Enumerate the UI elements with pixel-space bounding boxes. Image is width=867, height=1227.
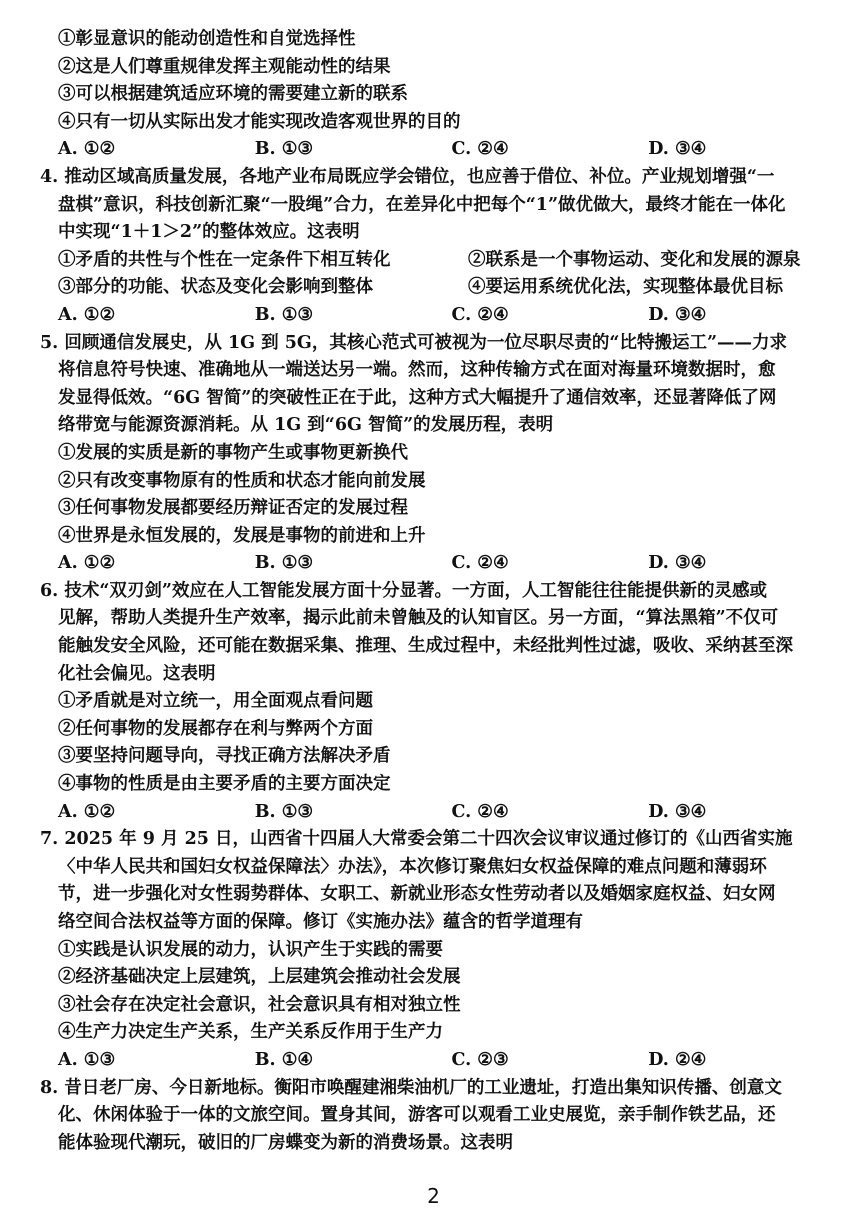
q7-choice-a: A. ①③ — [58, 1049, 116, 1070]
q8-stem-line: 8. 昔日老厂房、今日新地标。衡阳市唤醒建湘柴油机厂的工业遗址，打造出集知识传播、创意文 — [40, 1077, 782, 1098]
q3-choice-b: B. ①③ — [254, 139, 314, 160]
q6-stem-line: 6. 技术“双刃剑”效应在人工智能发展方面十分显著。一方面，人工智能往往能提供新的灵感或 — [40, 580, 767, 601]
q7-stem-line: 络空间合法权益等方面的保障。修订《实施办法》蕴含的哲学道理有 — [58, 912, 583, 932]
q3-choice-a: A. ①② — [58, 139, 116, 160]
q5-choice-c: C. ②④ — [451, 553, 509, 574]
q3-choice-d: D. ③④ — [648, 139, 707, 160]
q4-option-4: ④要运用系统优化法，实现整体最优目标 — [468, 277, 783, 298]
q5-option-3: ③任何事物发展都要经历辩证否定的发展过程 — [58, 498, 408, 519]
q6-choice-b: B. ①③ — [254, 801, 314, 822]
q4-option-2: ②联系是一个事物运动、变化和发展的源泉 — [468, 249, 801, 270]
question-7 — [40, 826, 845, 1074]
q5-choice-d: D. ③④ — [648, 553, 707, 574]
q6-option-4: ④事物的性质是由主要矛盾的主要方面决定 — [58, 774, 391, 795]
q5-option-4: ④世界是永恒发展的，发展是事物的前进和上升 — [58, 525, 426, 546]
q4-options-row-2 — [40, 274, 845, 302]
q7-option-3: ③社会存在决定社会意识，社会意识具有相对独立性 — [58, 994, 461, 1015]
q5-choice-b: B. ①③ — [254, 553, 314, 574]
q7-choices — [40, 1047, 845, 1075]
page-number: 2 — [427, 1184, 440, 1208]
q6-option-2: ②任何事物的发展都存在利与弊两个方面 — [58, 718, 373, 739]
q5-stem-line: 发显得低效。“6G 智简”的突破性正在于此，这种方式大幅提升了通信效率，还显著降低了网 — [58, 387, 777, 408]
q7-option-4: ④生产力决定生产关系，生产关系反作用于生产力 — [58, 1022, 443, 1043]
question-8 — [40, 1075, 845, 1158]
q4-options-row-1 — [40, 247, 845, 275]
q6-option-1: ①矛盾就是对立统一，用全面观点看问题 — [58, 691, 373, 712]
q3-choice-c: C. ②④ — [451, 139, 509, 160]
q4-option-3: ③部分的功能、状态及变化会影响到整体 — [58, 277, 373, 298]
q7-choice-c: C. ②③ — [451, 1049, 509, 1070]
q5-choice-a: A. ①② — [58, 553, 116, 574]
q3-option-1: ①彰显意识的能动创造性和自觉选择性 — [58, 29, 356, 49]
q8-stem-line: 化、休闲体验于一体的文旅空间。置身其间，游客可以观看工业史展览，亲手制作铁艺品，还 — [58, 1105, 776, 1126]
q6-stem-line: 能触发安全风险，还可能在数据采集、推理、生成过程中，未经批判性过滤，吸收、采纳甚至深 — [58, 636, 793, 657]
q4-stem-line: 中实现“1＋1＞2”的整体效应。这表明 — [58, 222, 360, 243]
q4-choices — [40, 302, 845, 330]
question-5 — [40, 330, 845, 578]
q5-stem-line: 5. 回顾通信发展史，从 1G 到 5G，其核心范式可被视为一位尽职尽责的“比特搬运工”——力求 — [40, 332, 788, 353]
q7-stem-line: 〈中华人民共和国妇女权益保障法〉办法》，本次修订聚焦妇女权益保障的难点问题和薄弱环 — [58, 856, 767, 877]
q4-choice-b: B. ①③ — [254, 304, 314, 325]
question-6 — [40, 578, 845, 826]
q5-stem-line: 将信息符号快速、准确地从一端送达另一端。然而，这种传输方式在面对海量环境数据时，愈 — [58, 360, 776, 381]
q5-stem-line: 络带宽与能源资源消耗。从 1G 到“6G 智简”的发展历程，表明 — [58, 415, 554, 436]
q7-stem-line: 7. 2025 年 9 月 25 日，山西省十四届人大常委会第二十四次会议审议通过修订的《山西省实施 — [40, 829, 793, 850]
q7-choice-d: D. ②④ — [648, 1049, 707, 1070]
q6-choices — [40, 799, 845, 827]
q3-option-4: ④只有一切从实际出发才能实现改造客观世界的目的 — [58, 111, 461, 132]
q4-choice-d: D. ③④ — [648, 304, 707, 325]
q7-option-1: ①实践是认识发展的动力，认识产生于实践的需要 — [58, 939, 443, 960]
q8-stem-line: 能体验现代潮玩，破旧的厂房蝶变为新的消费场景。这表明 — [58, 1132, 513, 1153]
question-4 — [40, 164, 845, 330]
q6-stem-line: 化社会偏见。这表明 — [58, 663, 216, 684]
q7-choice-b: B. ①④ — [254, 1049, 314, 1070]
q5-option-1: ①发展的实质是新的事物产生或事物更新换代 — [58, 442, 408, 463]
q6-stem-line: 见解，帮助人类提升生产效率，揭示此前未曾触及的认知盲区。另一方面，“算法黑箱”不仅可 — [58, 608, 779, 629]
q6-choice-a: A. ①② — [58, 801, 116, 822]
q4-choice-c: C. ②④ — [451, 304, 509, 325]
q7-stem-line: 节，进一步强化对女性弱势群体、女职工、新就业形态女性劳动者以及婚姻家庭权益、妇女网 — [58, 884, 776, 905]
q6-choice-c: C. ②④ — [451, 801, 509, 822]
q4-stem-line: 盘棋”意识，科技创新汇聚“一股绳”合力，在差异化中把每个“1”做优做大，最终才能在一体化 — [58, 194, 786, 215]
q6-option-3: ③要坚持问题导向，寻找正确方法解决矛盾 — [58, 746, 391, 767]
q6-choice-d: D. ③④ — [648, 801, 707, 822]
q5-option-2: ②只有改变事物原有的性质和状态才能向前发展 — [58, 470, 426, 491]
q4-option-1: ①矛盾的共性与个性在一定条件下相互转化 — [58, 249, 391, 270]
q4-choice-a: A. ①② — [58, 304, 116, 325]
q3-option-3: ③可以根据建筑适应环境的需要建立新的联系 — [58, 84, 408, 105]
q3-option-2: ②这是人们尊重规律发挥主观能动性的结果 — [58, 56, 391, 77]
question-3 — [40, 26, 845, 164]
q5-choices — [40, 550, 845, 578]
q3-choices — [40, 136, 845, 164]
q7-option-2: ②经济基础决定上层建筑，上层建筑会推动社会发展 — [58, 967, 461, 988]
q4-stem-line: 4. 推动区域高质量发展，各地产业布局既应学会错位，也应善于借位、补位。产业规划增强“一 — [40, 166, 775, 187]
